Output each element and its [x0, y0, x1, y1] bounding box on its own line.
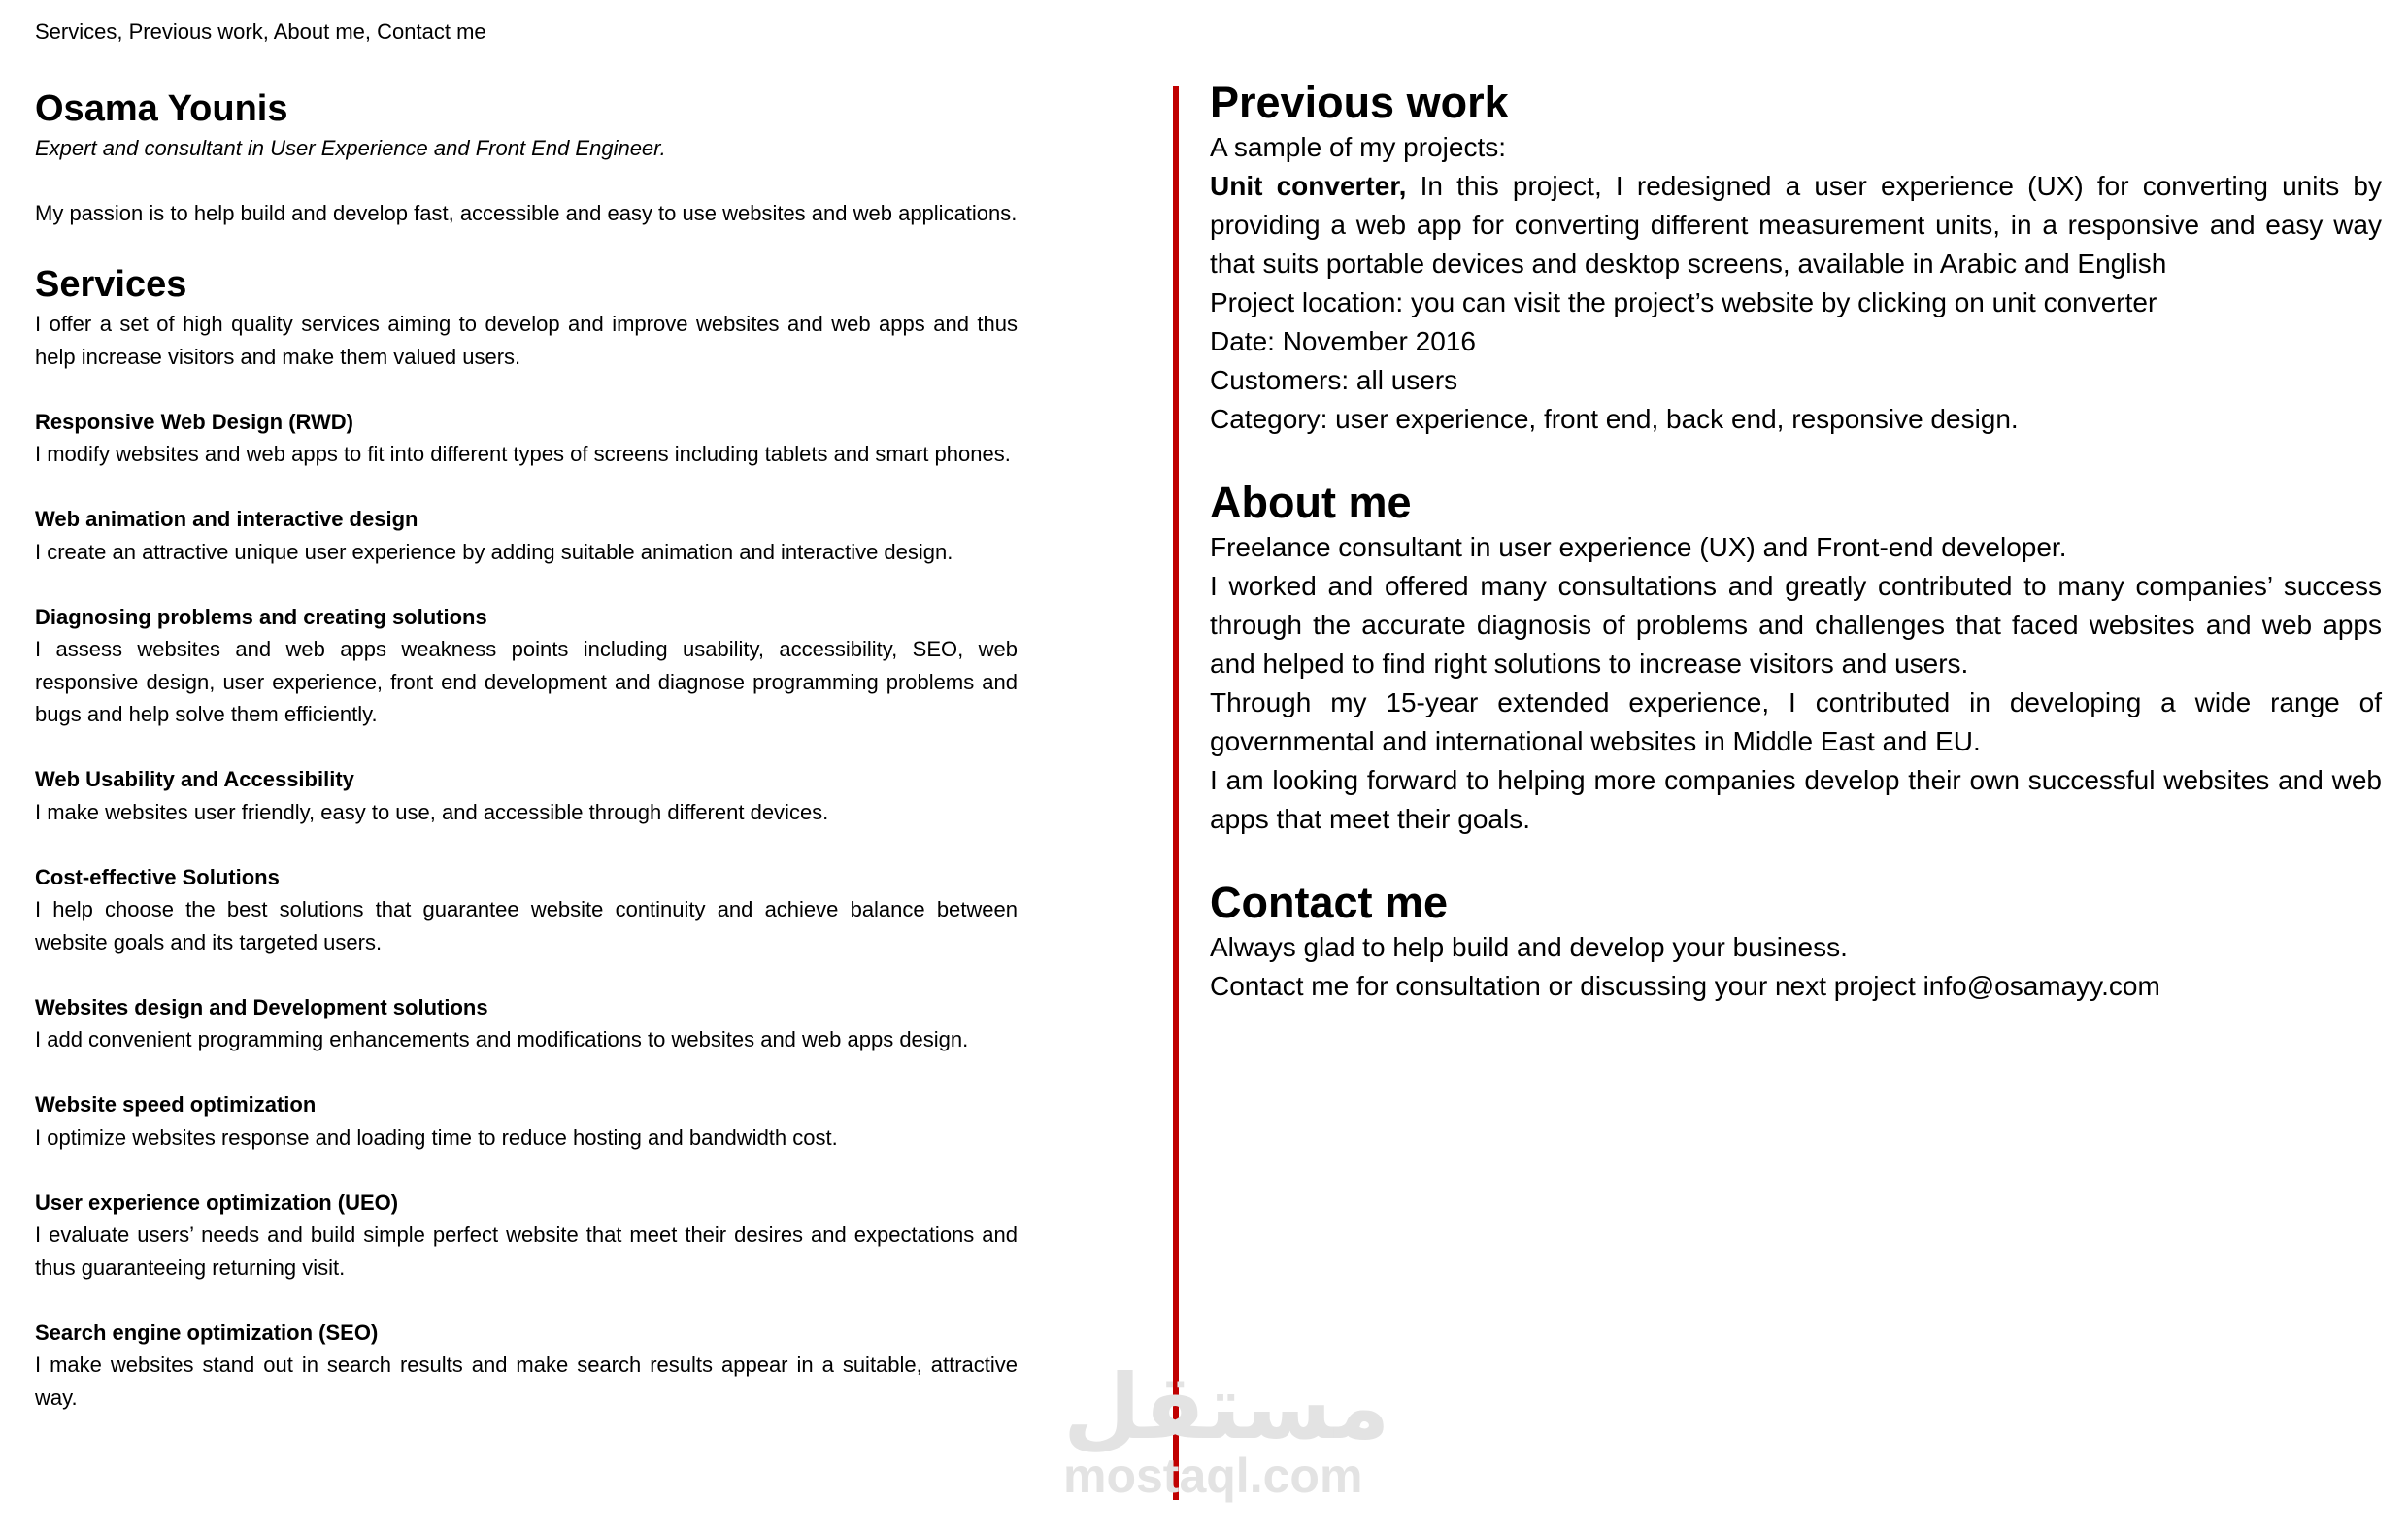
service-item	[35, 763, 1018, 828]
service-title: Search engine optimization (SEO)	[35, 1319, 379, 1345]
service-description: I create an attractive unique user experience by adding suitable animation and interactive design.	[35, 539, 953, 564]
service-title: Responsive Web Design (RWD)	[35, 409, 354, 434]
contact-heading: Contact me	[1210, 878, 1449, 927]
service-description: I assess websites and web apps weakness points including usability, accessibility, SEO, web responsive design, user experience, front end development and diagnose programming problems and bugs and help solve them efficiently.	[35, 637, 1018, 726]
project-description	[1210, 167, 2382, 283]
about-line: I am looking forward to helping more companies develop their own successful websites and web apps that meet their goals.	[1210, 765, 2382, 834]
watermark-latin: mostaql.com	[1063, 1449, 1363, 1503]
project-location: Project location: you can visit the project’s website by clicking on unit converter	[1210, 287, 2157, 317]
service-description: I evaluate users’ needs and build simple perfect website that meet their desires and expectations and thus guaranteeing returning visit.	[35, 1222, 1018, 1280]
service-item	[35, 406, 1018, 471]
services-heading: Services	[35, 264, 187, 305]
service-item	[35, 1317, 1018, 1415]
service-description: I make websites user friendly, easy to use, and accessible through different devices.	[35, 799, 829, 824]
previous-work-intro: A sample of my projects:	[1210, 132, 1507, 162]
mostaql-watermark	[1063, 1355, 1390, 1503]
about-line: Through my 15-year extended experience, I contributed in developing a wide range of governmental and international websites in Middle East and EU.	[1210, 687, 2382, 756]
service-description: I add convenient programming enhancements and modifications to websites and web apps design.	[35, 1027, 969, 1051]
service-item	[35, 1186, 1018, 1284]
about-line: I worked and offered many consultations and greatly contributed to many companies’ success through the accurate diagnosis of problems and challenges that faced websites and web apps and helped to find right solutions to increase visitors and users.	[1210, 571, 2382, 679]
watermark-arabic: مستقل	[1063, 1355, 1390, 1459]
service-title: Web animation and interactive design	[35, 507, 418, 531]
service-item	[35, 861, 1018, 959]
service-description: I make websites stand out in search results and make search results appear in a suitable, attractive way.	[35, 1352, 1018, 1410]
project-customers: Customers: all users	[1210, 365, 1458, 395]
service-title: Cost-effective Solutions	[35, 864, 280, 889]
service-item	[35, 503, 1018, 568]
service-title: Diagnosing problems and creating solutions	[35, 604, 487, 629]
left-column	[35, 85, 1018, 1414]
previous-work-heading: Previous work	[1210, 78, 1509, 127]
services-list	[35, 406, 1018, 1415]
service-item	[35, 991, 1018, 1056]
service-description: I help choose the best solutions that guarantee website continuity and achieve balance between website goals and its targeted users.	[35, 897, 1018, 954]
services-intro: I offer a set of high quality services aiming to develop and improve websites and web apps and thus help increase visitors and make them valued users.	[35, 312, 1018, 369]
about-heading: About me	[1210, 478, 1412, 527]
project-date: Date: November 2016	[1210, 326, 1476, 356]
contact-section	[1210, 878, 2382, 1006]
contact-line: Contact me for consultation or discussing your next project info@osamayy.com	[1210, 971, 2160, 1001]
profile-passion: My passion is to help build and develop fast, accessible and easy to use websites and web applications.	[35, 200, 1018, 225]
service-title: Website speed optimization	[35, 1092, 317, 1117]
about-section	[1210, 478, 2382, 839]
profile-name: Osama Younis	[35, 88, 288, 129]
service-item	[35, 1088, 1018, 1153]
service-title: Web Usability and Accessibility	[35, 767, 354, 791]
project-category: Category: user experience, front end, back end, responsive design.	[1210, 404, 2019, 434]
service-item	[35, 601, 1018, 731]
service-description: I optimize websites response and loading time to reduce hosting and bandwidth cost.	[35, 1124, 838, 1150]
project-name: Unit converter,	[1210, 171, 1407, 201]
about-line: Freelance consultant in user experience (UX) and Front-end developer.	[1210, 532, 2067, 562]
project-desc-text: In this project, I redesigned a user experience (UX) for converting units by providing a web app for converting different measurement units, in a responsive and easy way that suits portable devices and desktop screens, available in Arabic and English	[1210, 171, 2382, 279]
section-nav[interactable]: Services, Previous work, About me, Contact me	[35, 19, 486, 44]
service-description: I modify websites and web apps to fit into different types of screens including tablets and smart phones.	[35, 442, 1011, 466]
column-divider	[1173, 86, 1179, 1500]
service-title: Websites design and Development solutions	[35, 994, 488, 1019]
service-title: User experience optimization (UEO)	[35, 1189, 399, 1215]
profile-tagline: Expert and consultant in User Experience and Front End Engineer.	[35, 136, 666, 160]
right-column	[1210, 78, 2382, 1006]
contact-line: Always glad to help build and develop your business.	[1210, 932, 1848, 962]
